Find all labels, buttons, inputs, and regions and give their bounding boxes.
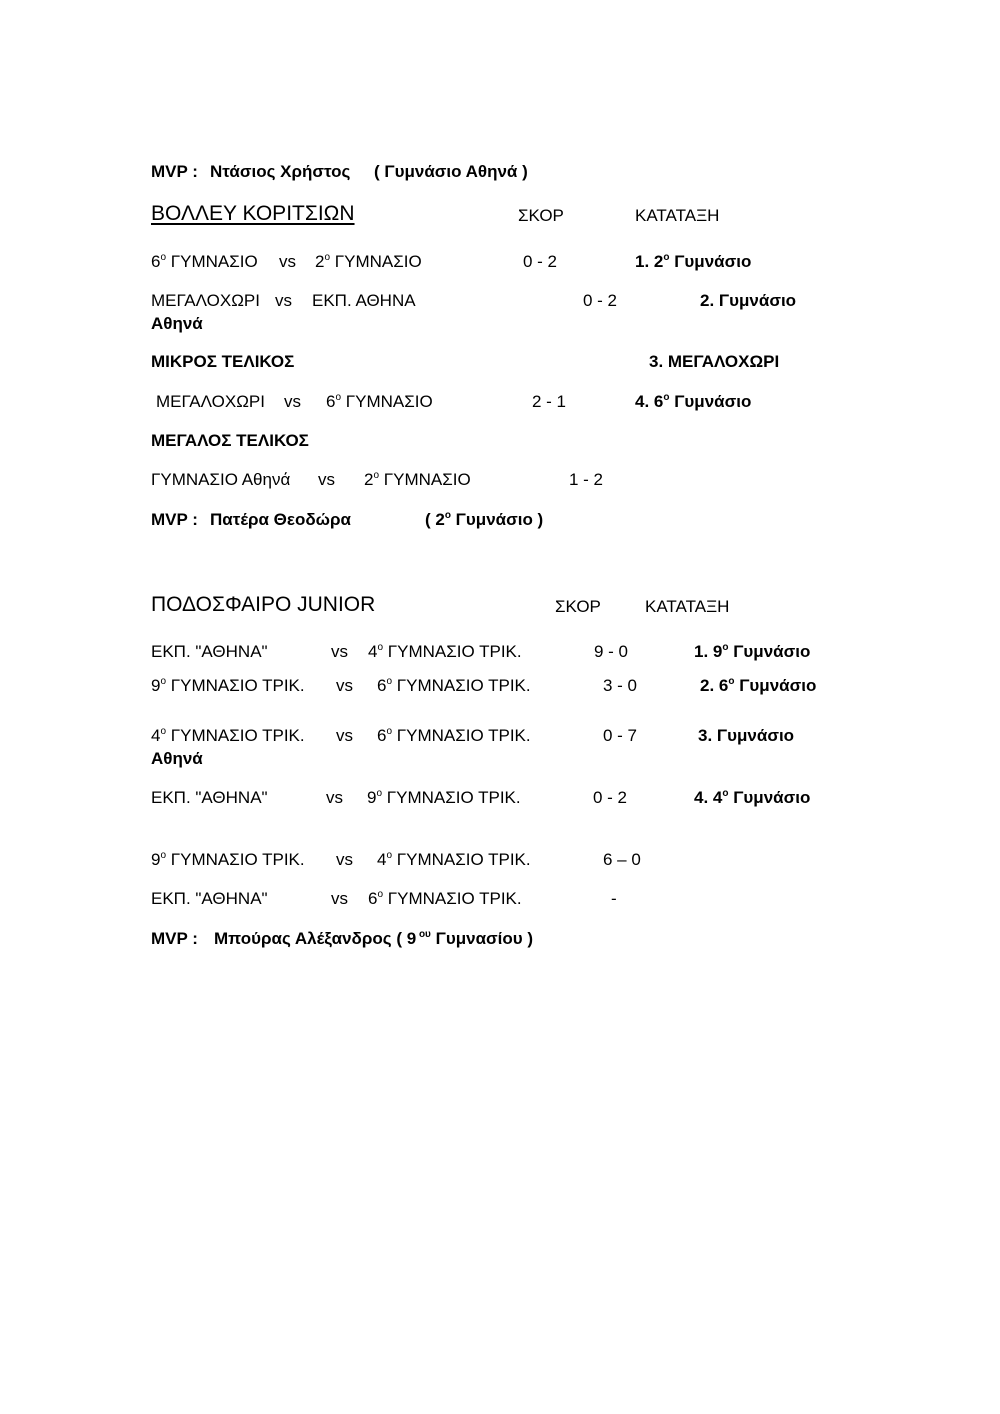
- football-m1-vs: vs: [331, 642, 348, 661]
- football-section-title: ΠΟΔΟΣΦΑΙΡΟ JUNIOR: [151, 593, 376, 616]
- mvp-top-label: MVP :: [151, 162, 198, 181]
- mvp-top-team: ( Γυμνάσιο Αθηνά ): [374, 162, 528, 181]
- football-m4-team-b: $9^o$ ΓΥΜΝΑΣΙΟ ΤΡΙΚ.: [367, 788, 521, 807]
- football-rank-3: 3. Γυμνάσιο: [698, 726, 795, 745]
- volley-rank-2: 2. Γυμνάσιο: [700, 291, 797, 310]
- football-rank-1: 1. $9^o$ Γυμνάσιο: [694, 642, 811, 661]
- volley-rank-4: 4. $6^o$ Γυμνάσιο: [635, 392, 752, 411]
- football-m4-vs: vs: [326, 788, 343, 807]
- football-m2-vs: vs: [336, 676, 353, 695]
- volley-m1-team-a: $6^o$ ΓΥΜΝΑΣΙΟ: [151, 252, 258, 271]
- volley-m1-team-b: $2^o$ ΓΥΜΝΑΣΙΟ: [315, 252, 422, 271]
- football-m5-team-a: $9^o$ ΓΥΜΝΑΣΙΟ ΤΡΙΚ.: [151, 850, 305, 869]
- volley-m3-team-a: ΜΕΓΑΛΟΧΩΡΙ: [156, 392, 265, 411]
- football-m1-team-a: ΕΚΠ. "ΑΘΗΝΑ": [151, 642, 268, 661]
- mvp-top-name: Ντάσιος Χρήστος: [210, 162, 351, 181]
- football-m6-team-b: $6^o$ ΓΥΜΝΑΣΙΟ ΤΡΙΚ.: [368, 889, 522, 908]
- football-m5-team-b: $4^o$ ΓΥΜΝΑΣΙΟ ΤΡΙΚ.: [377, 850, 531, 869]
- football-rank-2: 2. $6^o$ Γυμνάσιο: [700, 676, 817, 695]
- football-m4-score: 0 - 2: [593, 788, 628, 807]
- football-m6-score: -: [611, 889, 617, 908]
- volley-small-final-heading: ΜΙΚΡΟΣ ΤΕΛΙΚΟΣ: [151, 352, 295, 371]
- volley-m1-vs: vs: [279, 252, 296, 271]
- football-m3-vs: vs: [336, 726, 353, 745]
- football-m6-team-a: ΕΚΠ. "ΑΘΗΝΑ": [151, 889, 268, 908]
- football-m3-team-b: $6^o$ ΓΥΜΝΑΣΙΟ ΤΡΙΚ.: [377, 726, 531, 745]
- volley-rank-2-cont: Αθηνά: [151, 314, 203, 333]
- football-rank-3-cont: Αθηνά: [151, 749, 203, 768]
- football-m2-team-b: $6^o$ ΓΥΜΝΑΣΙΟ ΤΡΙΚ.: [377, 676, 531, 695]
- football-m5-vs: vs: [336, 850, 353, 869]
- volley-m2-team-a: ΜΕΓΑΛΟΧΩΡΙ: [151, 291, 260, 310]
- football-score-header: ΣΚΟΡ: [555, 597, 601, 616]
- volley-rank-1: 1. $2^o$ Γυμνάσιο: [635, 252, 752, 271]
- volley-score-header: ΣΚΟΡ: [518, 206, 564, 225]
- football-m6-vs: vs: [331, 889, 348, 908]
- volley-m3-team-b: $6^o$ ΓΥΜΝΑΣΙΟ: [326, 392, 433, 411]
- football-rank-header: ΚΑΤΑΤΑΞΗ: [645, 597, 730, 616]
- football-m3-score: 0 - 7: [603, 726, 638, 745]
- volley-m3-vs: vs: [284, 392, 301, 411]
- football-mvp-label: MVP :: [151, 929, 198, 948]
- football-m3-team-a: $4^o$ ΓΥΜΝΑΣΙΟ ΤΡΙΚ.: [151, 726, 305, 745]
- volley-m1-score: 0 - 2: [523, 252, 558, 271]
- volley-big-final-heading: ΜΕΓΑΛΟΣ ΤΕΛΙΚΟΣ: [151, 431, 309, 450]
- football-m2-team-a: $9^o$ ΓΥΜΝΑΣΙΟ ΤΡΙΚ.: [151, 676, 305, 695]
- football-m1-team-b: $4^o$ ΓΥΜΝΑΣΙΟ ΤΡΙΚ.: [368, 642, 522, 661]
- volley-rank-3: 3. ΜΕΓΑΛΟΧΩΡΙ: [649, 352, 780, 371]
- volley-m4-vs: vs: [318, 470, 335, 489]
- volley-mvp-team: ( $2^o$ Γυμνάσιο ): [425, 510, 544, 529]
- football-rank-4: 4. $4^o$ Γυμνάσιο: [694, 788, 811, 807]
- football-m4-team-a: ΕΚΠ. "ΑΘΗΝΑ": [151, 788, 268, 807]
- football-mvp-name: Μπούρας Αλέξανδρος ( 9 $^{o\upsilon}$ Γυμνασίου ): [214, 929, 534, 948]
- volley-m4-team-b: $2^o$ ΓΥΜΝΑΣΙΟ: [364, 470, 471, 489]
- volley-m4-team-a: ΓΥΜΝΑΣΙΟ Αθηνά: [151, 470, 291, 489]
- football-m1-score: 9 - 0: [594, 642, 629, 661]
- volley-m2-vs: vs: [275, 291, 292, 310]
- volley-m4-score: 1 - 2: [569, 470, 604, 489]
- volley-m3-score: 2 - 1: [532, 392, 567, 411]
- volley-m2-team-b: ΕΚΠ. ΑΘΗΝΑ: [312, 291, 416, 310]
- volley-m2-score: 0 - 2: [583, 291, 618, 310]
- volley-mvp-name: Πατέρα Θεοδώρα: [210, 510, 351, 529]
- football-m2-score: 3 - 0: [603, 676, 638, 695]
- football-m5-score: 6 – 0: [603, 850, 641, 869]
- volley-mvp-label: MVP :: [151, 510, 198, 529]
- volley-section-title: ΒΟΛΛΕΥ ΚΟΡΙΤΣΙΩΝ: [151, 202, 355, 225]
- volley-rank-header: ΚΑΤΑΤΑΞΗ: [635, 206, 720, 225]
